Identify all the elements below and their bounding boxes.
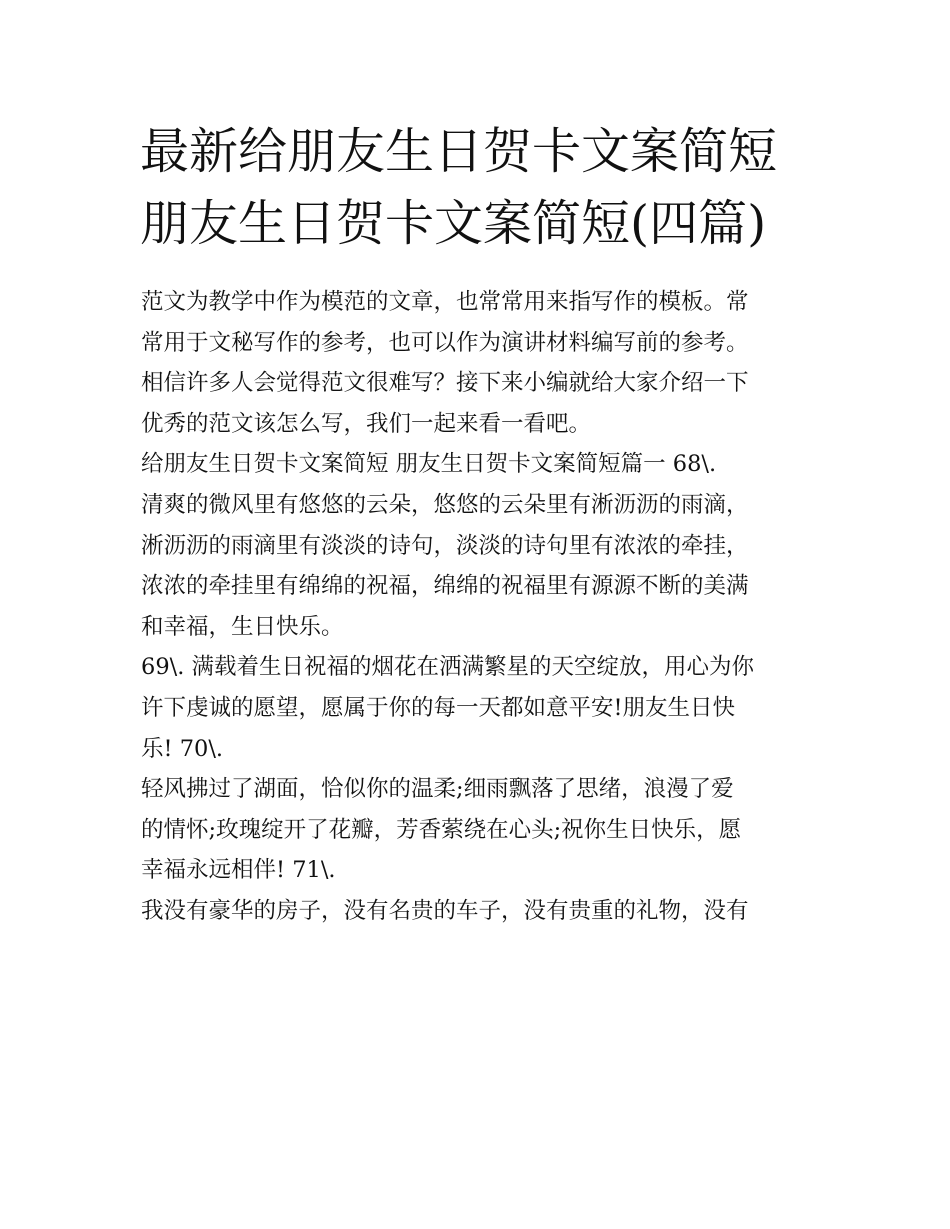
intro-paragraph <box>141 282 813 444</box>
text-line: 许下虔诚的愿望，愿属于你的每一天都如意平安!朋友生日快 <box>141 694 736 721</box>
document-title <box>140 116 820 260</box>
section-heading-paragraph <box>141 444 813 485</box>
title-line: 最新给朋友生日贺卡文案简短 <box>140 123 778 180</box>
text-line: 我没有豪华的房子，没有名贵的车子，没有贵重的礼物，没有 <box>141 897 749 924</box>
title-line: 朋友生日贺卡文案简短(四篇) <box>140 195 767 252</box>
document-body <box>141 282 813 932</box>
greeting-paragraph <box>141 891 813 932</box>
greeting-paragraph <box>141 485 813 647</box>
text-line: 优秀的范文该怎么写，我们一起来看一看吧。 <box>141 410 592 437</box>
text-line: 幸福永远相伴! 71\. <box>141 857 336 884</box>
greeting-paragraph <box>141 769 813 891</box>
text-line: 清爽的微风里有悠悠的云朵，悠悠的云朵里有淅沥沥的雨滴， <box>141 491 749 518</box>
text-line: 浓浓的牵挂里有绵绵的祝福，绵绵的祝福里有源源不断的美满 <box>141 573 749 600</box>
text-line: 范文为教学中作为模范的文章，也常常用来指写作的模板。常 <box>141 289 749 315</box>
text-line: 69\. 满载着生日祝福的烟花在洒满繁星的天空绽放，用心为你 <box>141 654 755 681</box>
text-line: 给朋友生日贺卡文案简短 朋友生日贺卡文案简短篇一 68\. <box>141 451 717 478</box>
text-line: 轻风拂过了湖面，恰似你的温柔;细雨飘落了思绪，浪漫了爱 <box>141 776 734 803</box>
text-line: 乐! 70\. <box>141 735 224 762</box>
greeting-paragraph <box>141 647 813 769</box>
text-line: 相信许多人会觉得范文很难写？接下来小编就给大家介绍一下 <box>141 370 749 397</box>
text-line: 淅沥沥的雨滴里有淡淡的诗句，淡淡的诗句里有浓浓的牵挂， <box>141 532 749 559</box>
text-line: 的情怀;玫瑰绽开了花瓣，芳香萦绕在心头;祝你生日快乐，愿 <box>141 816 742 843</box>
text-line: 常用于文秘写作的参考，也可以作为演讲材料编写前的参考。 <box>141 329 749 356</box>
text-line: 和幸福，生日快乐。 <box>141 613 344 640</box>
